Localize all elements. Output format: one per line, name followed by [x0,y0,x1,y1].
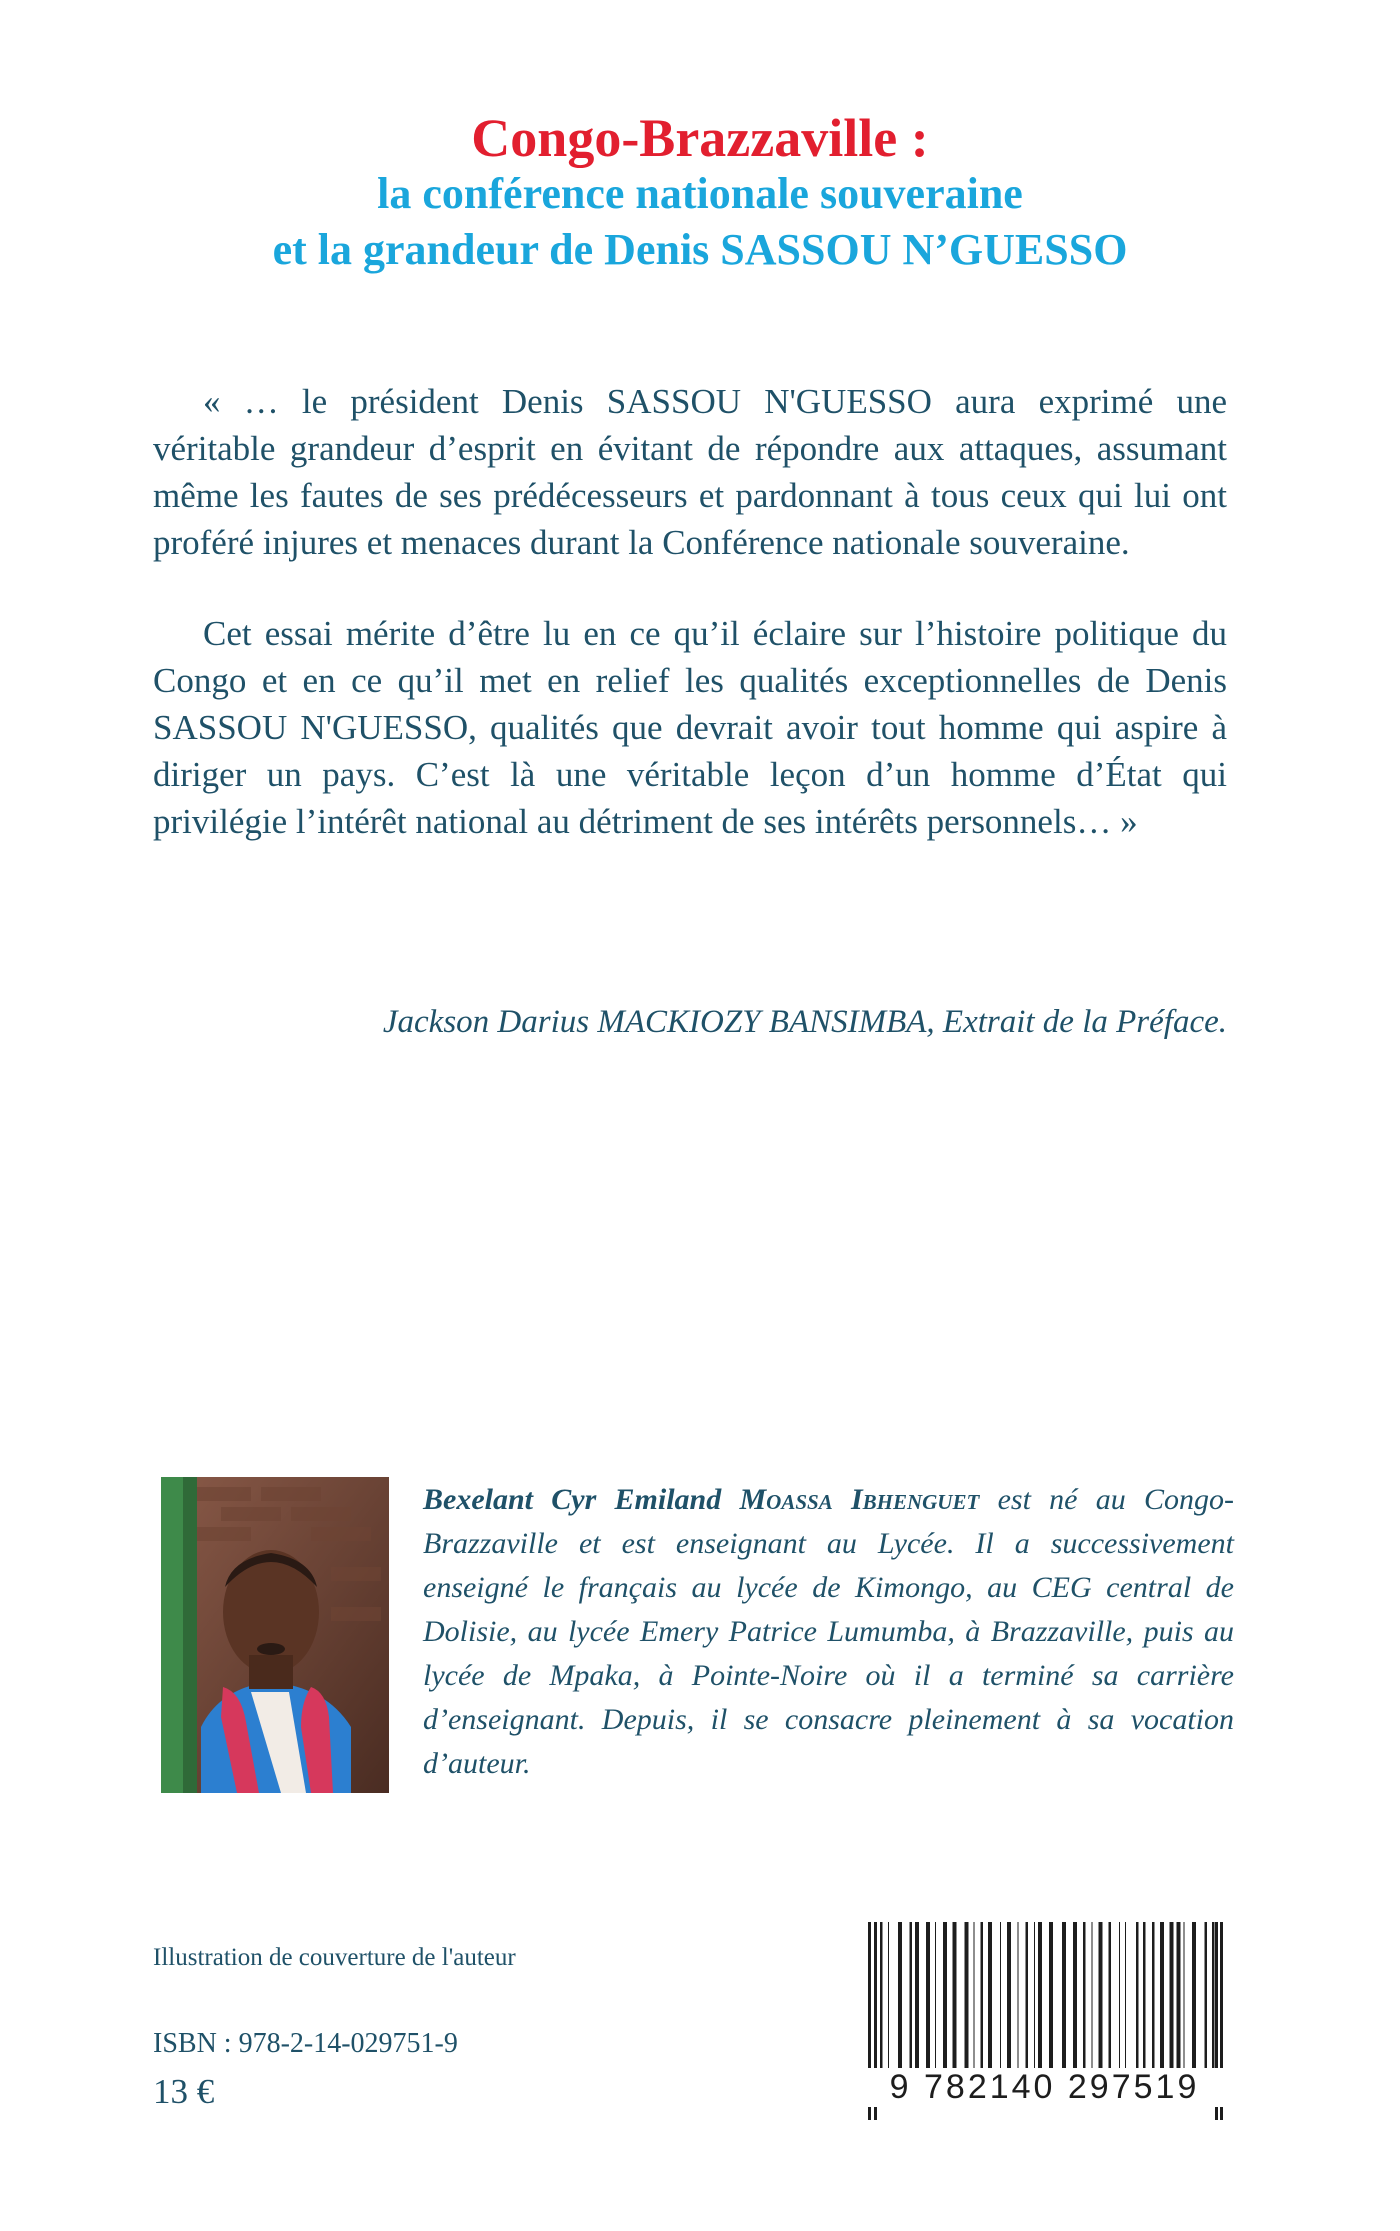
barcode-bar [1099,1922,1103,2072]
cover-credit: Illustration de couverture de l'auteur [153,1944,516,1971]
quote-paragraph-2: Cet essai mérite d’être lu en ce qu’il éclaire sur l’histoire politique du Congo et en ce qu’il met en relief les qualités exceptionnelles de Denis SASSOU N'GUESSO, qualités que devrait avoir tout homme qui aspire à diriger un pays. C’est là une véritable leçon d’un homme d’État qui privilégie l’intérêt national au détriment de ses intérêts personnels… » [153,614,1227,841]
barcode-bar [965,1922,969,2072]
barcode-bar [1170,1922,1174,2072]
preface-quote [153,378,1227,889]
book-subtitle-line-2: et la grandeur de Denis SASSOU N’GUESSO [272,225,1128,274]
barcode-bar [1143,1922,1146,2072]
barcode-bar [1026,1922,1029,2072]
barcode-bar [1049,1922,1053,2072]
price: 13 € [153,2072,215,2111]
barcode-bar [1212,1922,1215,2072]
barcode-bar [910,1922,913,2072]
barcode-bar [953,1922,957,2072]
barcode-bar [1192,1922,1196,2072]
barcode-bar [1160,1922,1164,2072]
quote-attribution: Jackson Darius MACKIOZY BANSIMBA, Extrait de la Préface. [382,1004,1227,1040]
barcode-bar [988,1922,992,2072]
barcode-bar [1177,1922,1181,2072]
barcode-bar [1083,1922,1086,2072]
barcode-bar [1038,1922,1042,2072]
barcode-bar [898,1922,902,2072]
quote-paragraph-1: « … le président Denis SASSOU N'GUESSO aura exprimé une véritable grandeur d’esprit en évitant de répondre aux attaques, assumant même les fautes de ses prédécesseurs et pardonnant à tous ceux qui lui ont proféré injures et menaces durant la Conférence nationale souveraine. [153,382,1227,562]
barcode-bar [1000,1922,1001,2072]
barcode-bar [943,1922,947,2072]
book-subtitle-line-1: la conférence nationale souveraine [377,169,1023,218]
barcode-bar [1136,1922,1139,2072]
isbn: ISBN : 978-2-14-029751-9 [153,2028,458,2059]
barcode-bar [1018,1922,1019,2072]
barcode-bar [1109,1922,1112,2072]
author-photo [161,1477,389,1793]
barcode-bar [981,1922,984,2072]
barcode-bar [935,1922,936,2072]
author-last-name: Moassa Ibhenguet [739,1483,980,1516]
barcode-bar [1205,1922,1208,2072]
barcode-bar [1007,1922,1011,2072]
author-first-names: Bexelant Cyr Emiland [423,1483,722,1516]
barcode-bar [1092,1922,1093,2072]
barcode-bar [915,1922,919,2072]
author-bio-text: est né au Congo-Brazzaville et est enseignant au Lycée. Il a successivement enseigné le français au lycée de Kimongo, au CEG central de Dolisie, au lycée Emery Patrice Lumumba, à Brazzaville, puis au lycée de Mpaka, à Pointe-Noire où il a terminé sa carrière d’enseignant. Depuis, il se consacre pleinement à sa vocation d’auteur. [423,1483,1234,1780]
author-bio [423,1478,1234,1786]
barcode-bar [1125,1922,1126,2072]
barcode-bar [888,1922,889,2072]
barcode-bar [1152,1922,1155,2072]
barcode-bar [974,1922,975,2072]
barcode-bar [1034,1922,1035,2072]
barcode-digits: 9 782140 297519 [864,2068,1225,2107]
barcode-bar [1073,1922,1077,2072]
barcode-bar [880,1922,883,2072]
barcode-bar [1184,1922,1185,2072]
barcode-bar [926,1922,930,2072]
barcode-bar [1062,1922,1066,2072]
author-portrait-image [161,1477,389,1793]
title-block [0,110,1400,278]
book-title: Congo-Brazzaville : [471,108,929,168]
barcode-bar [1119,1922,1120,2072]
